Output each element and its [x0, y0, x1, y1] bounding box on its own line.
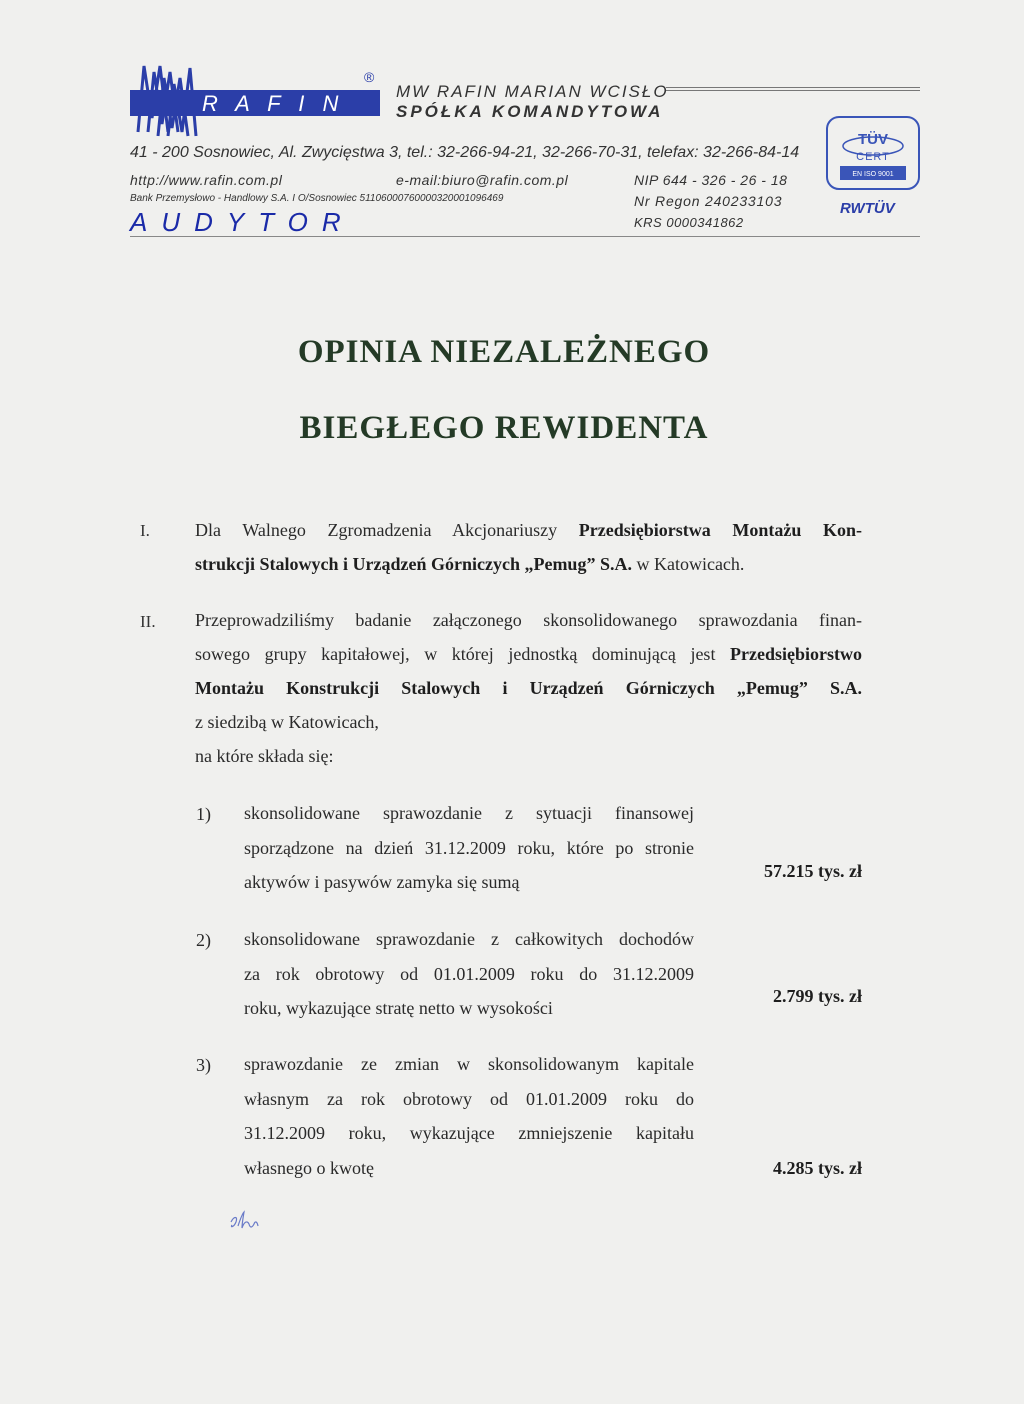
item-3-line: własnym za rok obrotowy od 01.01.2009 roku do: [244, 1088, 694, 1109]
rafin-logo: [130, 62, 380, 138]
item-3-text: [244, 1047, 694, 1185]
item-1-line: aktywów i pasywów zamyka się sumą: [244, 872, 520, 892]
section-2-line4: z siedzibą w Katowicach,: [195, 712, 379, 732]
header-rule-bottom: [130, 236, 920, 237]
section-2-line5: na które składa się:: [195, 746, 334, 766]
section-2-line3: [195, 671, 862, 705]
item-2-amount: 2.799 tys. zł: [773, 986, 862, 1006]
company-address: 41 - 200 Sosnowiec, Al. Zwycięstwa 3, tel.: 32-266-94-21, 32-266-70-31, telefax: 32-266-84-14: [130, 144, 800, 161]
item-3-line: własnego o kwotę: [244, 1157, 374, 1178]
item-2-line: roku, wykazujące stratę netto w wysokości: [244, 998, 553, 1018]
registered-mark: ®: [364, 69, 375, 85]
section-1-number: I.: [140, 521, 150, 540]
company-bank: Bank Przemysłowo - Handlowy S.A. I O/Sosnowiec 51106000760000320001096469: [130, 193, 504, 204]
section-2-plain: sowego grupy kapitałowej, w której jednostką dominującą jest: [195, 644, 716, 664]
section-2-line1: Przeprowadziliśmy badanie załączonego skonsolidowanego sprawozdania finan-: [195, 610, 862, 630]
section-2-bold: Przedsiębiorstwo: [730, 644, 862, 664]
section-2-company: Montażu Konstrukcji Stalowych i Urządzeń Górniczych „Pemug” S.A.: [195, 678, 862, 698]
section-1-plain: Dla Walnego Zgromadzenia Akcjonariuszy: [195, 520, 558, 540]
section-2-line2: [195, 637, 862, 671]
company-krs: KRS 0000341862: [634, 215, 744, 230]
audytor-label: AUDYTOR: [130, 207, 355, 237]
item-1-line: skonsolidowane sprawozdanie z sytuacji finansowej: [244, 803, 694, 823]
page-title-line2: BIEGŁEGO REWIDENTA: [299, 410, 709, 446]
section-1-text: [195, 513, 862, 581]
tuv-cert-badge: [826, 116, 920, 190]
item-1-amount: 57.215 tys. zł: [764, 861, 862, 881]
section-1-company: strukcji Stalowych i Urządzeń Górniczych „Pemug” S.A.: [195, 554, 632, 574]
company-name-line1: MW RAFIN MARIAN WCISŁO: [396, 82, 669, 101]
section-1-line2: [195, 547, 862, 581]
item-3-line: 31.12.2009 roku, wykazujące zmniejszenie kapitału: [244, 1123, 694, 1143]
company-name: [396, 82, 669, 122]
rwtuv-text: RWTÜV: [840, 200, 895, 217]
rwtuv-logo: [838, 196, 908, 218]
page-title-line1: OPINIA NIEZALEŻNEGO: [297, 334, 711, 370]
cert-text: CERT: [856, 151, 890, 163]
item-2-line: za rok obrotowy od 01.01.2009 roku do 31.12.2009: [244, 963, 694, 984]
item-2-line: skonsolidowane sprawozdanie z całkowitych dochodów: [244, 929, 694, 949]
company-name-line2: SPÓŁKA KOMANDYTOWA: [396, 102, 664, 121]
company-website: http://www.rafin.com.pl: [130, 172, 283, 188]
header-rule-top: [666, 87, 920, 91]
company-email: e-mail:biuro@rafin.com.pl: [396, 172, 569, 188]
item-3-amount: 4.285 tys. zł: [773, 1158, 862, 1178]
section-2-text: [195, 603, 862, 773]
item-2-number: 2): [196, 930, 211, 950]
item-3-number: 3): [196, 1055, 211, 1075]
iso-text: EN ISO 9001: [852, 171, 894, 178]
section-1-bold: Przedsiębiorstwa Montażu Kon-: [578, 520, 863, 540]
section-2-number: II.: [140, 612, 156, 631]
tuv-text: TÜV: [858, 131, 888, 148]
company-nip: NIP 644 - 326 - 26 - 18: [634, 172, 788, 188]
section-1-city: w Katowicach.: [636, 554, 745, 574]
logo-rafin-text: R A F I N: [202, 91, 345, 116]
section-1-line1: [195, 513, 862, 547]
item-1-number: 1): [196, 804, 211, 824]
item-1-text: [244, 796, 694, 900]
company-regon: Nr Regon 240233103: [634, 193, 783, 209]
item-2-text: [244, 922, 694, 1026]
item-1-line: sporządzone na dzień 31.12.2009 roku, które po stronie: [244, 837, 694, 858]
handwritten-initials: [228, 1208, 262, 1232]
item-3-line: sprawozdanie ze zmian w skonsolidowanym kapitale: [244, 1054, 694, 1074]
